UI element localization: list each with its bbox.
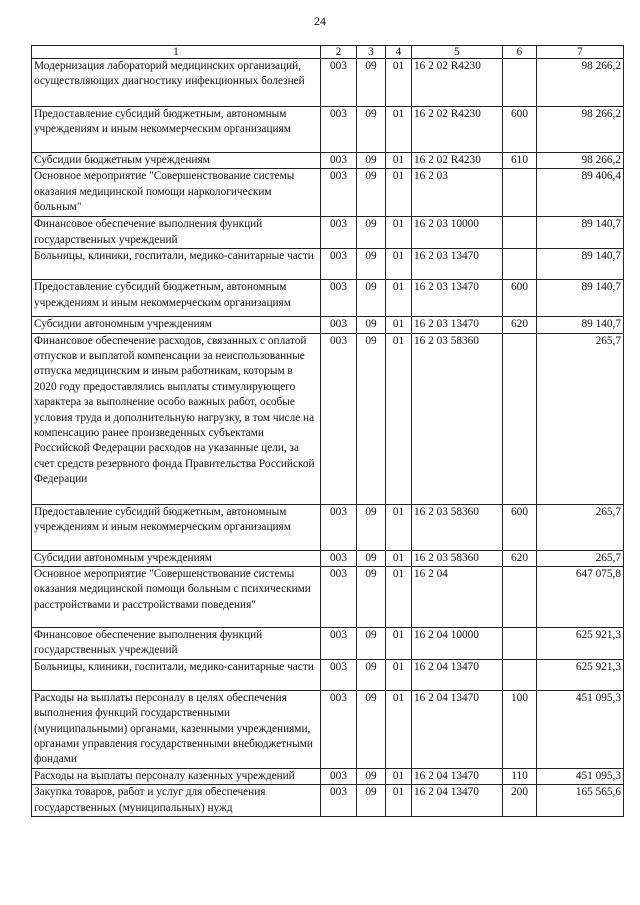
- row-rz: 09: [357, 280, 386, 317]
- row-pr: 01: [386, 768, 412, 784]
- row-csr: 16 2 03 10000: [412, 217, 503, 249]
- row-csr: 16 2 04: [412, 567, 503, 628]
- row-pr: 01: [386, 217, 412, 249]
- row-vr: 620: [503, 550, 537, 566]
- row-pr: 01: [386, 280, 412, 317]
- row-vr: 600: [503, 504, 537, 550]
- row-grbs: 003: [321, 249, 357, 280]
- row-csr: 16 2 04 13470: [412, 768, 503, 784]
- row-grbs: 003: [321, 567, 357, 628]
- row-pr: 01: [386, 504, 412, 550]
- table-row: [32, 768, 624, 784]
- row-vr: [503, 659, 537, 690]
- row-amount: 89 140,7: [537, 249, 624, 280]
- table-row: [32, 690, 624, 768]
- row-pr: 01: [386, 690, 412, 768]
- row-rz: 09: [357, 659, 386, 690]
- row-pr: 01: [386, 59, 412, 107]
- row-name: Субсидии автономным учреждениям: [32, 317, 321, 333]
- row-rz: 09: [357, 628, 386, 660]
- row-rz: 09: [357, 153, 386, 169]
- row-csr: 16 2 04 13470: [412, 785, 503, 817]
- row-grbs: 003: [321, 169, 357, 217]
- row-pr: 01: [386, 550, 412, 566]
- row-name: Больницы, клиники, госпитали, медико-санитарные части: [32, 659, 321, 690]
- row-amount: 98 266,2: [537, 59, 624, 107]
- row-grbs: 003: [321, 280, 357, 317]
- row-grbs: 003: [321, 317, 357, 333]
- row-rz: 09: [357, 768, 386, 784]
- row-pr: 01: [386, 169, 412, 217]
- row-pr: 01: [386, 785, 412, 817]
- row-csr: 16 2 03 13470: [412, 317, 503, 333]
- header-col-7: 7: [537, 46, 624, 59]
- table-row: [32, 280, 624, 317]
- budget-table: [31, 45, 624, 817]
- table-row: [32, 169, 624, 217]
- row-name: Предоставление субсидий бюджетным, автономным учреждениям и иным некоммерческим организациям: [32, 504, 321, 550]
- row-grbs: 003: [321, 59, 357, 107]
- row-amount: 451 095,3: [537, 690, 624, 768]
- row-name: Основное мероприятие "Совершенствование системы оказания медицинской помощи наркологическим больным": [32, 169, 321, 217]
- header-col-5: 5: [412, 46, 503, 59]
- row-vr: 600: [503, 280, 537, 317]
- row-amount: 89 406,4: [537, 169, 624, 217]
- row-vr: 200: [503, 785, 537, 817]
- row-amount: 89 140,7: [537, 280, 624, 317]
- row-name: Расходы на выплаты персоналу в целях обеспечения выполнения функций государственными (муниципальными) органами, казенными учреждениями, органами управления государственными внебюджетными фондами: [32, 690, 321, 768]
- row-pr: 01: [386, 107, 412, 153]
- row-vr: [503, 249, 537, 280]
- row-name: Больницы, клиники, госпитали, медико-санитарные части: [32, 249, 321, 280]
- row-csr: 16 2 03: [412, 169, 503, 217]
- row-grbs: 003: [321, 107, 357, 153]
- header-col-2: 2: [321, 46, 357, 59]
- page-number: 24: [314, 14, 326, 28]
- row-amount: 165 565,6: [537, 785, 624, 817]
- row-csr: 16 2 02 R4230: [412, 153, 503, 169]
- row-amount: 89 140,7: [537, 317, 624, 333]
- row-amount: 451 095,3: [537, 768, 624, 784]
- row-vr: [503, 169, 537, 217]
- row-csr: 16 2 03 13470: [412, 249, 503, 280]
- row-vr: [503, 217, 537, 249]
- row-vr: [503, 567, 537, 628]
- row-csr: 16 2 04 13470: [412, 659, 503, 690]
- row-amount: 625 921,3: [537, 628, 624, 660]
- table-body: [32, 59, 624, 817]
- row-grbs: 003: [321, 333, 357, 504]
- table-row: [32, 217, 624, 249]
- table-row: [32, 317, 624, 333]
- table-row: [32, 628, 624, 660]
- row-name: Основное мероприятие "Совершенствование системы оказания медицинской помощи больным с психическими расстройствами и расстройствами поведения": [32, 567, 321, 628]
- row-grbs: 003: [321, 628, 357, 660]
- row-name: Субсидии автономным учреждениям: [32, 550, 321, 566]
- table-row: [32, 567, 624, 628]
- row-rz: 09: [357, 333, 386, 504]
- row-pr: 01: [386, 317, 412, 333]
- row-amount: 265,7: [537, 550, 624, 566]
- header-col-3: 3: [357, 46, 386, 59]
- row-amount: 625 921,3: [537, 659, 624, 690]
- row-amount: 265,7: [537, 504, 624, 550]
- header-col-4: 4: [386, 46, 412, 59]
- row-grbs: 003: [321, 550, 357, 566]
- row-rz: 09: [357, 217, 386, 249]
- row-name: Финансовое обеспечение выполнения функций государственных учреждений: [32, 628, 321, 660]
- row-pr: 01: [386, 153, 412, 169]
- row-grbs: 003: [321, 690, 357, 768]
- row-amount: 89 140,7: [537, 217, 624, 249]
- row-name: Финансовое обеспечение расходов, связанных с оплатой отпусков и выплатой компенсации за неиспользованные отпуска медицинским и иным работникам, которым в 2020 году предоставлялись выплаты стимулирующего характера за выполнение особо важных работ, особые условия труда и дополнительную нагрузку, в том числе на компенсацию ранее произведенных субъектами Российской Федерации расходов на указанные цели, за счет средств резервного фонда Правительства Российской Федерации: [32, 333, 321, 504]
- table-header-row: [32, 46, 624, 59]
- row-vr: 620: [503, 317, 537, 333]
- row-vr: 110: [503, 768, 537, 784]
- row-grbs: 003: [321, 785, 357, 817]
- row-vr: [503, 59, 537, 107]
- row-vr: 100: [503, 690, 537, 768]
- row-rz: 09: [357, 550, 386, 566]
- table-row: [32, 107, 624, 153]
- row-csr: 16 2 03 58360: [412, 504, 503, 550]
- row-vr: 610: [503, 153, 537, 169]
- row-grbs: 003: [321, 504, 357, 550]
- table-row: [32, 785, 624, 817]
- row-rz: 09: [357, 785, 386, 817]
- row-pr: 01: [386, 249, 412, 280]
- row-rz: 09: [357, 59, 386, 107]
- row-csr: 16 2 03 58360: [412, 333, 503, 504]
- row-pr: 01: [386, 567, 412, 628]
- row-pr: 01: [386, 333, 412, 504]
- row-grbs: 003: [321, 659, 357, 690]
- row-rz: 09: [357, 169, 386, 217]
- row-name: Модернизация лабораторий медицинских организаций, осуществляющих диагностику инфекционных болезней: [32, 59, 321, 107]
- row-csr: 16 2 03 58360: [412, 550, 503, 566]
- table-row: [32, 659, 624, 690]
- row-rz: 09: [357, 249, 386, 280]
- row-grbs: 003: [321, 217, 357, 249]
- row-grbs: 003: [321, 768, 357, 784]
- table-row: [32, 550, 624, 566]
- table-row: [32, 249, 624, 280]
- row-vr: [503, 628, 537, 660]
- header-col-1: 1: [32, 46, 321, 59]
- row-csr: 16 2 03 13470: [412, 280, 503, 317]
- table-row: [32, 333, 624, 504]
- row-csr: 16 2 02 R4230: [412, 59, 503, 107]
- row-name: Закупка товаров, работ и услуг для обеспечения государственных (муниципальных) нужд: [32, 785, 321, 817]
- row-amount: 265,7: [537, 333, 624, 504]
- row-name: Расходы на выплаты персоналу казенных учреждений: [32, 768, 321, 784]
- row-csr: 16 2 04 13470: [412, 690, 503, 768]
- row-csr: 16 2 04 10000: [412, 628, 503, 660]
- row-name: Субсидии бюджетным учреждениям: [32, 153, 321, 169]
- row-pr: 01: [386, 659, 412, 690]
- row-vr: 600: [503, 107, 537, 153]
- row-rz: 09: [357, 107, 386, 153]
- row-amount: 98 266,2: [537, 153, 624, 169]
- row-grbs: 003: [321, 153, 357, 169]
- row-vr: [503, 333, 537, 504]
- row-rz: 09: [357, 690, 386, 768]
- table-row: [32, 504, 624, 550]
- header-col-6: 6: [503, 46, 537, 59]
- row-name: Финансовое обеспечение выполнения функций государственных учреждений: [32, 217, 321, 249]
- row-amount: 647 075,8: [537, 567, 624, 628]
- row-rz: 09: [357, 504, 386, 550]
- row-name: Предоставление субсидий бюджетным, автономным учреждениям и иным некоммерческим организациям: [32, 107, 321, 153]
- row-pr: 01: [386, 628, 412, 660]
- row-amount: 98 266,2: [537, 107, 624, 153]
- row-rz: 09: [357, 567, 386, 628]
- row-name: Предоставление субсидий бюджетным, автономным учреждениям и иным некоммерческим организациям: [32, 280, 321, 317]
- row-rz: 09: [357, 317, 386, 333]
- table-row: [32, 153, 624, 169]
- table-row: [32, 59, 624, 107]
- row-csr: 16 2 02 R4230: [412, 107, 503, 153]
